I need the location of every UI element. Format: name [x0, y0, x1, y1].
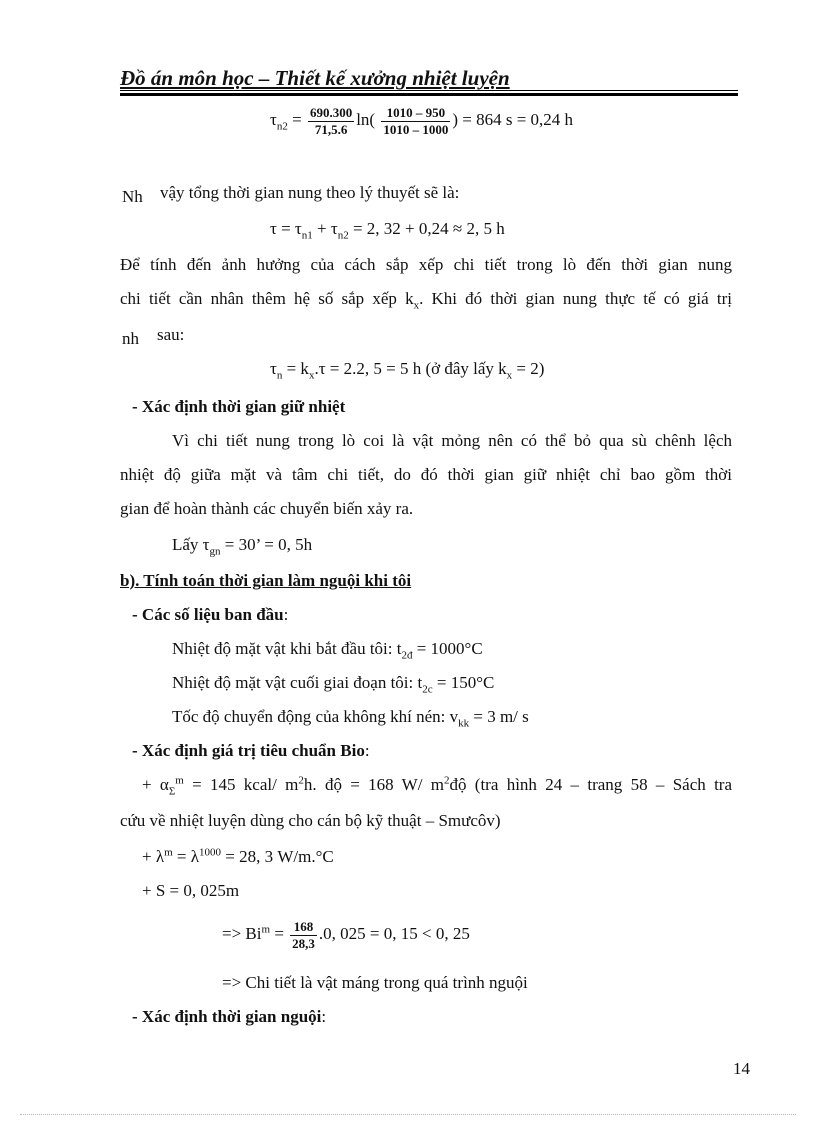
- paragraph-text: sau:: [157, 325, 185, 344]
- formula-text: τ: [270, 359, 277, 378]
- formula-text: ln(: [356, 110, 376, 129]
- paragraph-text: vậy tổng thời gian nung theo lý thuyết sẽ là:: [160, 183, 460, 202]
- fraction-numerator: 690.300: [309, 104, 353, 120]
- text: = λ: [172, 847, 199, 866]
- formula-text: =: [287, 110, 306, 129]
- text: + α: [142, 775, 169, 794]
- fraction-denominator: 71,5.6: [314, 121, 348, 137]
- paragraph-prefix: Nh: [122, 187, 143, 206]
- fraction: [381, 105, 450, 138]
- text: = 150°C: [432, 673, 495, 692]
- paragraph-prefix: nh: [122, 329, 139, 348]
- subscript: 2đ: [401, 649, 413, 662]
- subscript: 2c: [422, 683, 433, 696]
- formula-text: ) = 864 s = 0,24 h: [452, 110, 574, 129]
- bio-alpha-line: [142, 774, 733, 798]
- page-bottom-border: [20, 1114, 796, 1115]
- text: = 3 m/ s: [469, 707, 529, 726]
- section-heading-colon: :: [364, 741, 370, 760]
- formula-total-time: [270, 219, 505, 242]
- formula-text: = k: [282, 359, 309, 378]
- text: Tốc độ chuyển động của không khí nén: v: [172, 707, 459, 726]
- superscript: 2: [298, 774, 304, 787]
- paragraph-text: chi tiết cần nhân thêm hệ số sắp xếp k: [120, 289, 414, 308]
- fraction: [308, 105, 354, 138]
- initial-data-line: [172, 673, 495, 696]
- paragraph-line: nhiệt độ giữa mặt và tâm chi tiết, do đó thời gian giữ nhiệt chỉ bao gồm thời: [120, 465, 732, 484]
- formula-text: + τ: [312, 219, 338, 238]
- text: = 28, 3 W/m.°C: [221, 847, 334, 866]
- formula-subscript: x: [308, 369, 315, 382]
- bio-lambda-line: [142, 848, 334, 865]
- text: = 145 kcal/ m: [183, 775, 299, 794]
- paragraph-line: gian để hoàn thành các chuyển biến xảy ra.: [120, 499, 414, 518]
- formula-holding-time: [172, 535, 313, 558]
- formula-subscript: n2: [337, 229, 349, 242]
- formula-text: τ: [270, 110, 277, 129]
- initial-data-line: [172, 639, 483, 662]
- paragraph-line: Vì chi tiết nung trong lò coi là vật mỏng nên có thể bỏ qua sù chênh lệch: [172, 431, 732, 450]
- bio-conclusion: => Chi tiết là vật máng trong quá trình nguội: [222, 973, 528, 992]
- fraction-numerator: 1010 – 950: [381, 105, 450, 122]
- section-heading-text: - Các số liệu ban đầu: [132, 605, 284, 624]
- page-number: 14: [733, 1059, 750, 1078]
- text: =: [270, 924, 289, 943]
- text: + λ: [142, 847, 165, 866]
- formula-subscript: n: [276, 369, 283, 382]
- text: Nhiệt độ mặt vật cuối giai đoạn tôi: t: [172, 673, 423, 692]
- section-heading: [132, 1008, 326, 1025]
- text: => Bi: [222, 924, 262, 943]
- superscript: 2: [443, 774, 450, 787]
- text: h. độ = 168 W/ m: [303, 775, 444, 794]
- bio-formula: [222, 914, 470, 954]
- superscript: m: [164, 846, 173, 859]
- formula-tau-n2: [270, 100, 573, 140]
- header-rule-thin: [120, 90, 738, 91]
- paragraph-subscript: x: [413, 299, 420, 312]
- superscript: 1000: [199, 846, 221, 859]
- text: = 1000°C: [412, 639, 483, 658]
- formula-text: .τ = 2.2, 5 = 5 h (ở đây lấy k: [314, 359, 507, 378]
- formula-actual-time: [270, 359, 545, 382]
- paragraph-line: [120, 289, 732, 312]
- fraction: [290, 919, 317, 952]
- subscript: Σ: [168, 785, 176, 798]
- formula-subscript: x: [506, 369, 513, 382]
- formula-text: = 30’ = 0, 5h: [220, 535, 313, 554]
- formula-text: Lấy τ: [172, 535, 210, 554]
- fraction-denominator: 1010 – 1000: [383, 121, 449, 137]
- formula-text: = 2, 32 + 0,24 ≈ 2, 5 h: [348, 219, 505, 238]
- section-b-heading: b). Tính toán thời gian làm nguội khi tôi: [120, 571, 412, 590]
- section-heading-text: - Xác định thời gian nguội: [132, 1007, 322, 1026]
- fraction-denominator: 28,3: [292, 935, 315, 951]
- formula-subscript: n2: [276, 120, 288, 133]
- fraction-numerator: 168: [290, 919, 317, 936]
- bio-reference-line: cứu về nhiệt luyện dùng cho cán bộ kỹ thuật – Smưcôv): [120, 811, 501, 830]
- subscript: kk: [458, 717, 470, 730]
- section-heading-text: - Xác định giá trị tiêu chuẩn Bio: [132, 741, 365, 760]
- section-heading-colon: :: [321, 1007, 327, 1026]
- formula-text: = 2): [512, 359, 545, 378]
- text: Nhiệt độ mặt vật khi bắt đầu tôi: t: [172, 639, 402, 658]
- text: độ (tra hình 24 – trang 58 – Sách tra: [449, 775, 733, 794]
- document-header-title: Đồ án môn học – Thiết kế xưởng nhiệt luyện: [120, 66, 510, 90]
- superscript: m: [261, 923, 271, 936]
- initial-data-line: [172, 707, 529, 730]
- paragraph-text: . Khi đó thời gian nung thực tế có giá trị: [419, 289, 732, 308]
- section-heading-colon: :: [283, 605, 289, 624]
- superscript: m: [175, 774, 184, 787]
- formula-text: τ = τ: [270, 219, 302, 238]
- formula-subscript: n1: [301, 229, 313, 242]
- formula-subscript: gn: [209, 545, 221, 558]
- bio-s-line: + S = 0, 025m: [142, 881, 240, 900]
- section-heading: [132, 606, 288, 623]
- section-heading: [132, 742, 370, 759]
- paragraph-line: Để tính đến ảnh hưởng của cách sắp xếp chi tiết trong lò đến thời gian nung: [120, 255, 732, 274]
- header-rule-thick: [120, 93, 738, 96]
- section-heading: - Xác định thời gian giữ nhiệt: [132, 397, 346, 416]
- text: .0, 025 = 0, 15 < 0, 25: [318, 924, 470, 943]
